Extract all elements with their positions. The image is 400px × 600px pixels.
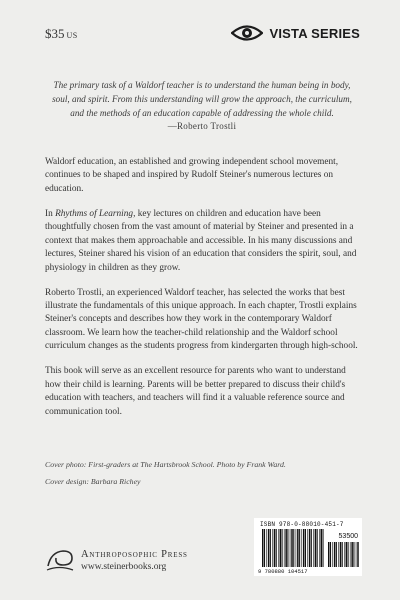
cover-photo-credit: Cover photo: First-graders at The Hartsbrook School. Photo by Frank Ward. — [45, 460, 286, 469]
series-badge — [231, 24, 360, 42]
description-paragraph: Roberto Trostli, an experienced Waldorf teacher, has selected the works that best illustrate the fundamentals of this unique approach. In each chapter, Trostli explains Steiner's concepts and describes how they work in the contemporary Waldorf classroom. We learn how the teacher-child relationship and the Waldorf school curriculum changes as the students progress from kindergarten through high-school. — [45, 287, 358, 352]
cover-credits — [45, 460, 365, 494]
eye-icon — [231, 24, 263, 42]
isbn-label: ISBN 978-0-88010-451-7 — [260, 521, 344, 528]
description-paragraph — [45, 208, 363, 275]
isbn-barcode — [254, 518, 362, 576]
book-title: Rhythms of Learning, — [55, 208, 136, 219]
publisher-name: Anthroposophic Press — [81, 548, 188, 560]
publisher-block — [45, 546, 188, 574]
barcode-digits: 9 780880 104517 — [258, 568, 308, 575]
publisher-url: www.steinerbooks.org — [81, 561, 167, 572]
price-currency: US — [66, 31, 78, 40]
cover-design-credit: Cover design: Barbara Richey — [45, 477, 141, 486]
description-paragraph: This book will serve as an excellent resource for parents who want to understand how their child is learning. Parents will be better prepared to discuss their child's education with teachers, and teachers will find it a valuable reference source and communication tool. — [45, 366, 346, 417]
price-amount: $35 — [45, 26, 65, 41]
cover-header — [45, 24, 360, 46]
series-name: VISTA SERIES — [269, 25, 360, 41]
price — [45, 26, 78, 42]
publisher-text — [81, 549, 188, 572]
quote-text: The primary task of a Waldorf teacher is to understand the human being in body, soul, and spirit. From this understanding will grow the approach, the curriculum, and the methods of an education capable of addressing the whole child. — [52, 80, 352, 119]
anthroposophic-press-logo — [45, 546, 75, 574]
paragraph-text: In — [45, 208, 56, 219]
description-paragraph: Waldorf education, an established and growing independent school movement, continues to be shaped and inspired by Rudolf Steiner's numerous lectures on education. — [45, 157, 339, 194]
epigraph-quote — [48, 78, 356, 121]
book-description — [45, 156, 363, 431]
price-code: 53500 — [338, 533, 358, 540]
quote-attribution: —Roberto Trostli — [167, 121, 237, 131]
paragraph-text: key lectures on children and education have been thoughtfully chosen from the vast amount of material by Steiner and presented in a context that makes them approachable and accessible. In his many discussions and lectures, Steiner shared his vision of an education that considers the spirit, soul, and physiology in children as they grow. — [45, 208, 357, 273]
